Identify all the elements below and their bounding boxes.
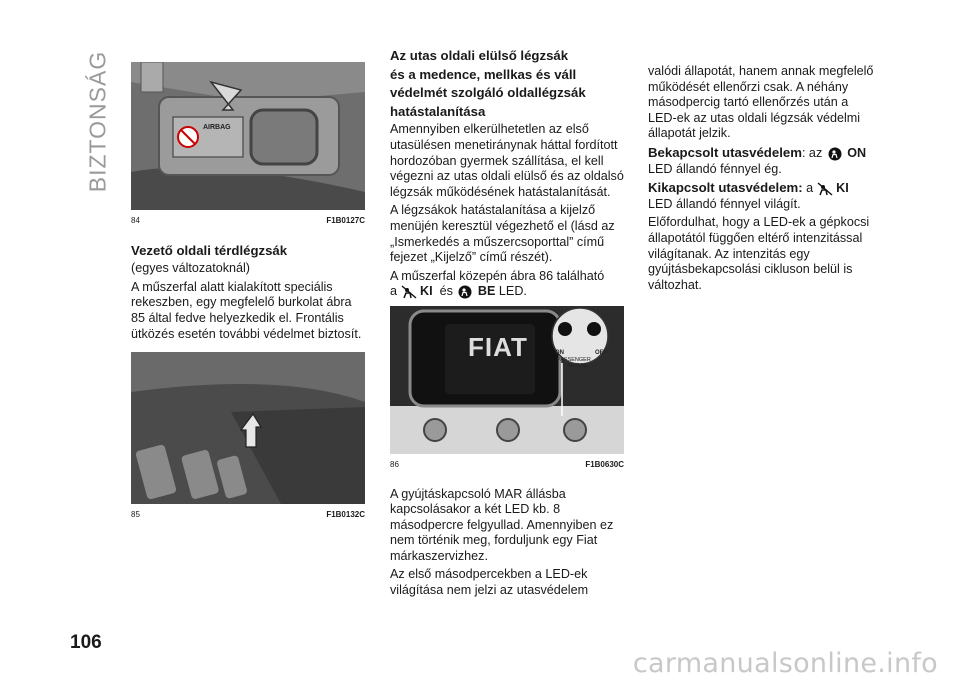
on-label: ON	[847, 145, 867, 160]
paragraph-ignition: A gyújtáskapcsoló MAR állásba kapcsolásakor a két LED kb. 8 másodpercre felgyullad. Amennyiben ez nem történik meg, forduljunk egy Fiat márkaszervizhez.	[390, 486, 614, 563]
figure-86-caption	[390, 457, 624, 473]
enabled-separator: : az	[801, 145, 823, 160]
off-label: KI	[836, 181, 849, 196]
paragraph-intensity: Előfordulhat, hogy a LED-ek a gépkocsi állapotától függően eltérő intenzitással világítanak. Az intenzitás egy gyújtásbekapcsolási cikluson belül is változhat.	[648, 215, 870, 292]
paragraph-menu: A légzsákok hatástalanítása a kijelző menüjén keresztül végezhető el (lásd az „Ismerkedés a műszercsoporttal” című fejezet „Kijelző” című részét).	[390, 203, 615, 265]
passenger-airbag-on-icon	[456, 285, 474, 299]
disabled-description: LED állandó fénnyel világít.	[648, 196, 801, 211]
enabled-description: LED állandó fénnyel ég.	[648, 161, 782, 176]
disabled-protection-line	[648, 180, 878, 197]
figure-86	[390, 306, 624, 454]
led-line-prefix: a	[390, 284, 398, 299]
figure-number: 86	[390, 459, 399, 469]
heading-line-2: és a medence, mellkas és váll	[390, 66, 577, 82]
figure-code: F1B0630C	[585, 459, 624, 469]
column-1	[131, 62, 365, 523]
be-label: BE	[477, 284, 496, 299]
watermark: carmanualsonline.info	[632, 648, 938, 679]
heading-line-1: Az utas oldali elülső légzsák	[390, 48, 569, 63]
airbag-label-badge: AIRBAG	[203, 124, 231, 131]
callout-off-label: OFF	[595, 349, 607, 356]
figure-85	[131, 352, 365, 504]
figure-84-caption	[131, 213, 365, 229]
column-2	[390, 48, 624, 602]
passenger-airbag-off-icon	[817, 182, 833, 196]
heading-line-3: védelmét szolgáló oldallégzsák	[390, 85, 586, 101]
enabled-protection-title: Bekapcsolt utasvédelem	[648, 144, 802, 160]
paragraph-knee-airbag: A műszerfal alatt kialakított speciális rekeszben, egy megfelelő burkolat ábra 85 által fedve helyezkedik el. Frontális ütközés esetén további védelmet biztosít.	[131, 279, 362, 341]
paragraph-led-location: A műszerfal közepén ábra 86 található	[390, 268, 605, 283]
figure-84	[131, 62, 365, 210]
paragraph-deactivation: Amennyiben elkerülhetetlen az első utasülésen menetiránynak háttal fordított hordozóban gyermek szállítása, el kell végezni az utas oldali elülső és az oldalsó légzsák működésének hatástalanítását.	[390, 122, 624, 199]
callout-passenger-label: PASSENGER	[557, 356, 591, 363]
subheading-versions: (egyes változatoknál)	[131, 261, 251, 276]
and-word: és	[439, 284, 453, 299]
figure-number: 84	[131, 216, 140, 225]
pedals-illustration	[131, 352, 365, 504]
callout-airbag-label: AIRBAG	[567, 362, 588, 369]
led-line	[390, 284, 624, 300]
ki-label: KI	[420, 284, 433, 299]
paragraph-first-seconds: Az első másodpercekben a LED-ek világítása nem jelzi az utasvédelem	[390, 567, 589, 598]
heading-knee-airbag: Vezető oldali térdlégzsák	[131, 242, 288, 258]
page-number: 106	[70, 632, 102, 653]
passenger-airbag-on-icon	[826, 147, 844, 161]
led-word: LED.	[498, 284, 527, 299]
column-3	[648, 64, 878, 296]
callout-on-label: ON	[555, 349, 564, 356]
disabled-protection-title: Kikapcsolt utasvédelem:	[648, 180, 803, 196]
heading-line-4: hatástalanítása	[390, 103, 486, 119]
dashboard-illustration	[390, 306, 624, 454]
enabled-protection-line	[648, 145, 878, 162]
figure-code: F1B0132C	[326, 510, 365, 520]
passenger-airbag-off-icon	[401, 285, 417, 299]
paragraph-led-status: valódi állapotát, hanem annak megfelelő működését ellenőrzi csak. A néhány másodpercig tartó ellenőrzés után a LED-ek az utas oldali légzsák védelmi állapotát jelzik.	[648, 64, 874, 141]
section-side-label	[83, 50, 113, 192]
fiat-logo-text: FIAT	[468, 331, 528, 362]
section-title: BIZTONSÁG	[84, 50, 111, 192]
figure-code: F1B0127C	[326, 216, 365, 225]
sun-visor-illustration	[131, 62, 365, 210]
figure-number: 85	[131, 510, 140, 520]
figure-85-caption	[131, 507, 365, 523]
disabled-prefix: a	[806, 181, 814, 196]
